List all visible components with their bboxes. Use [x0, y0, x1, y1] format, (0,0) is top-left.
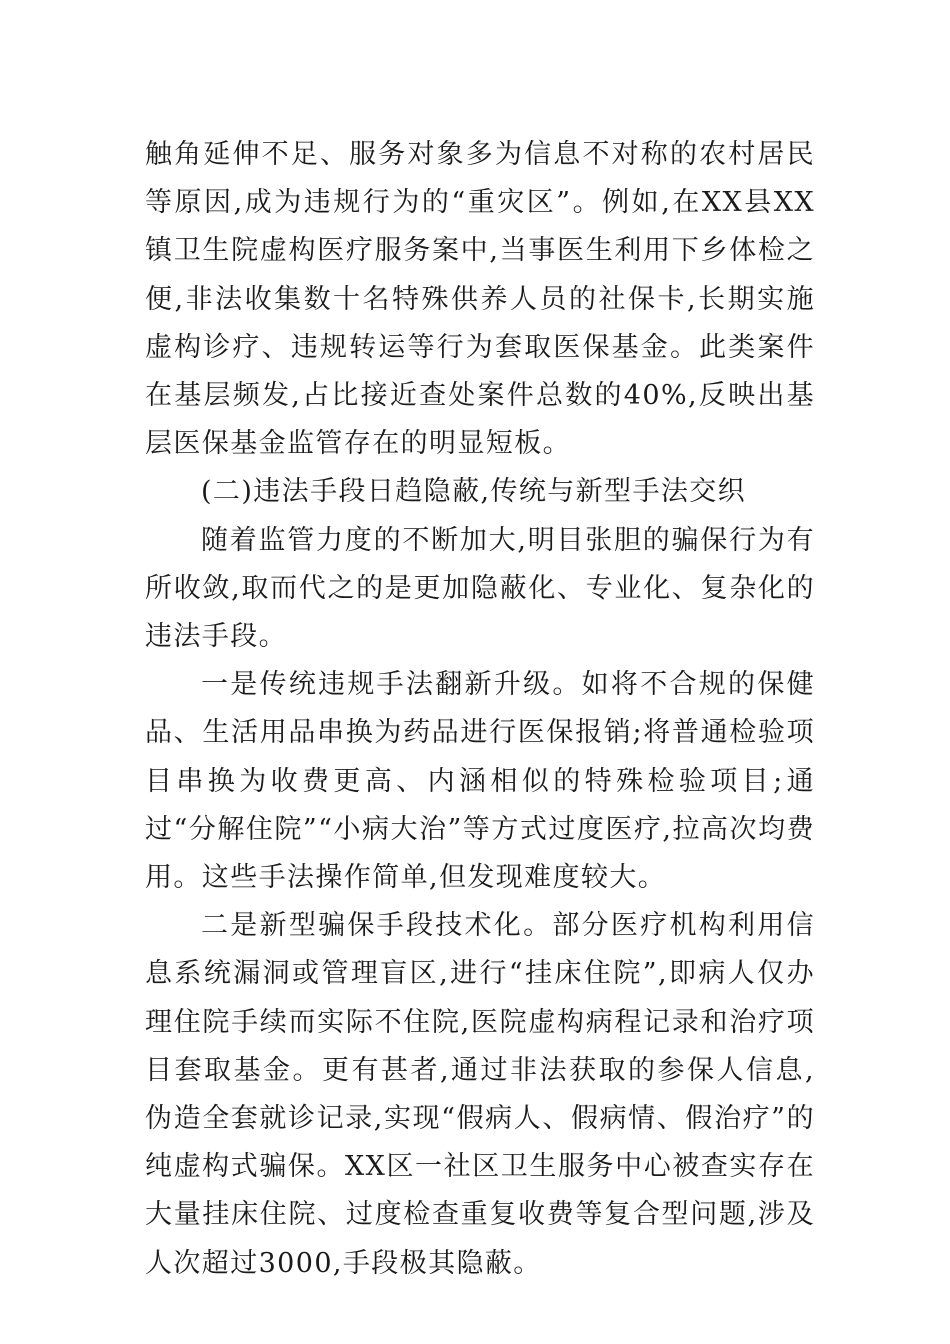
document-body: [145, 131, 815, 1288]
paragraph-new-methods: 二是新型骗保手段技术化。部分医疗机构利用信息系统漏洞或管理盲区,进行“挂床住院”,即病人仅办理住院手续而实际不住院,医院虚构病程记录和治疗项目套取基金。更有甚者,通过非法获取的参保人信息,伪造全套就诊记录,实现“假病人、假病情、假治疗”的纯虚构式骗保。XX区一社区卫生服务中心被查实存在大量挂床住院、过度检查重复收费等复合型问题,涉及人次超过3000,手段极其隐蔽。: [145, 910, 815, 1279]
paragraph-supervision: 随着监管力度的不断加大,明目张胆的骗保行为有所收敛,取而代之的是更加隐蔽化、专业化、复杂化的违法手段。: [145, 524, 815, 653]
paragraph-continuation: 触角延伸不足、服务对象多为信息不对称的农村居民等原因,成为违规行为的“重灾区”。例如,在XX县XX镇卫生院虚构医疗服务案中,当事医生利用下乡体检之便,非法收集数十名特殊供养人员的社保卡,长期实施虚构诊疗、违规转运等行为套取医保基金。此类案件在基层频发,占比接近查处案件总数的40%,反映出基层医保基金监管存在的明显短板。: [145, 139, 815, 460]
paragraph-traditional-methods: 一是传统违规手法翻新升级。如将不合规的保健品、生活用品串换为药品进行医保报销;将普通检验项目串换为收费更高、内涵相似的特殊检验项目;通过“分解住院”“小病大治”等方式过度医疗,拉高次均费用。这些手法操作简单,但发现难度较大。: [145, 669, 815, 894]
section-heading-2: (二)违法手段日趋隐蔽,传统与新型手法交织: [201, 476, 747, 508]
